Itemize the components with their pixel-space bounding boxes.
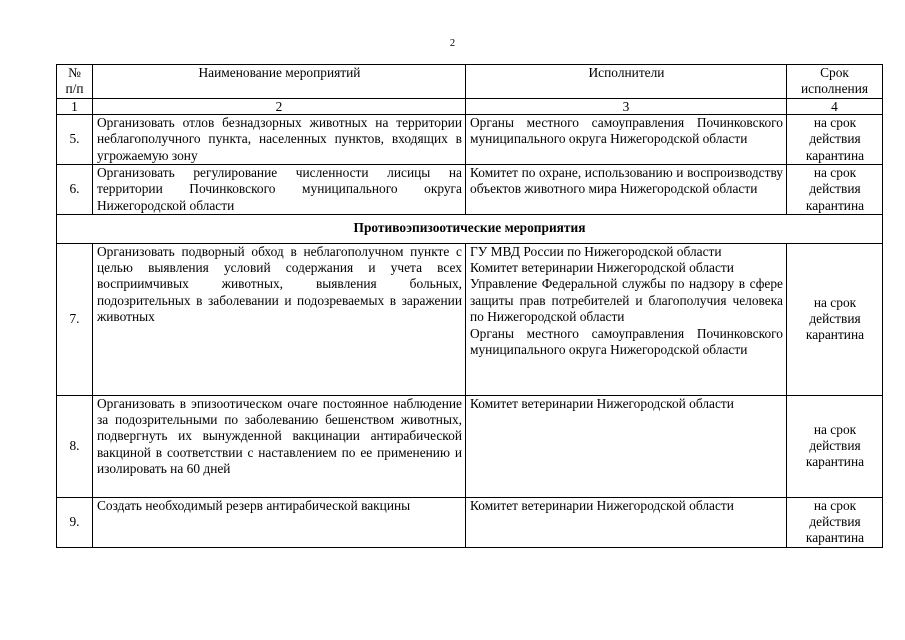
executor-text: Комитет ветеринарии Нижегородской области xyxy=(466,395,787,497)
col-number-4: 4 xyxy=(787,98,883,114)
table-row xyxy=(57,395,883,497)
term-text: на срок действия карантина xyxy=(787,497,883,547)
row-number: 8. xyxy=(57,395,93,497)
measure-name: Организовать регулирование численности лисицы на территории Починковского муниципального округа Нижегородской области xyxy=(93,165,466,215)
executor-text: Органы местного самоуправления Починковского муниципального округа Нижегородской области xyxy=(470,325,783,358)
header-num: № п/п xyxy=(57,65,93,99)
column-number-row xyxy=(57,98,883,114)
col-number-3: 3 xyxy=(466,98,787,114)
header-executors: Исполнители xyxy=(466,65,787,99)
measure-name: Создать необходимый резерв антирабической вакцины xyxy=(93,497,466,547)
executor-text: Управление Федеральной службы по надзору в сфере защиты прав потребителей и благополучия человека по Нижегородской области xyxy=(470,276,783,325)
table-row xyxy=(57,114,883,164)
term-text: на срок действия карантина xyxy=(787,114,883,164)
table-row xyxy=(57,497,883,547)
executors-cell xyxy=(466,243,787,395)
measure-name: Организовать отлов безнадзорных животных на территории неблагополучного пункта, населенных пунктов, входящих в угрожаемую зону xyxy=(93,114,466,164)
measure-name: Организовать в эпизоотическом очаге постоянное наблюдение за подозрительными по заболеванию бешенством животных, подвергнуть их вынужденной вакцинации антирабической вакциной в соответствии с наставлением по ее применению и изолировать на 60 дней xyxy=(93,395,466,497)
header-row xyxy=(57,65,883,99)
executor-text: Комитет ветеринарии Нижегородской области xyxy=(466,497,787,547)
executor-text: Органы местного самоуправления Починковского муниципального округа Нижегородской области xyxy=(466,114,787,164)
col-number-1: 1 xyxy=(57,98,93,114)
executor-text: ГУ МВД России по Нижегородской области xyxy=(470,243,722,259)
col-number-2: 2 xyxy=(93,98,466,114)
table-row xyxy=(57,165,883,215)
row-number: 6. xyxy=(57,165,93,215)
measures-table xyxy=(56,64,883,548)
page-number: 2 xyxy=(449,38,456,49)
header-term: Срок исполнения xyxy=(787,65,883,99)
section-row xyxy=(57,215,883,243)
header-name: Наименование мероприятий xyxy=(93,65,466,99)
table-row xyxy=(57,243,883,395)
section-title: Противоэпизоотические мероприятия xyxy=(57,215,883,243)
term-text: на срок действия карантина xyxy=(787,395,883,497)
executor-text: Комитет ветеринарии Нижегородской области xyxy=(470,260,734,276)
term-text: на срок действия карантина xyxy=(787,243,883,395)
executor-text: Комитет по охране, использованию и воспроизводству объектов животного мира Нижегородской области xyxy=(466,165,787,215)
row-number: 7. xyxy=(57,243,93,395)
row-number: 9. xyxy=(57,497,93,547)
measure-name: Организовать подворный обход в неблагополучном пункте с целью выявления условий содержания и учета всех восприимчивых животных, выявления больных, подозрительных в заболевании и подозреваемых в заражении животных xyxy=(93,243,466,395)
row-number: 5. xyxy=(57,114,93,164)
term-text: на срок действия карантина xyxy=(787,165,883,215)
